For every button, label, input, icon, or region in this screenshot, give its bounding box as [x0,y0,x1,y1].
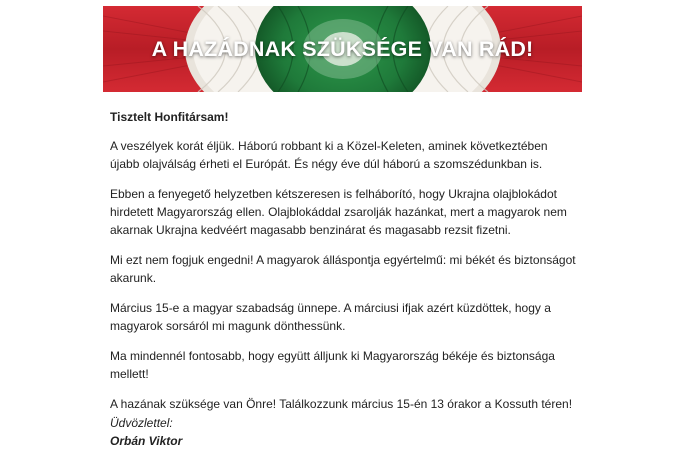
letter-paragraph: Ebben a fenyegető helyzetben kétszeresen is felháborító, hogy Ukrajna olajblokádot hirdetett Magyarország ellen. Olajblokáddal zsarolják hazánkat, mert a magyarok nem akarnak Ukrajna kedvéért magasabb benzinárat és magasabb rezsit fizetni. [110,187,567,237]
letter-paragraph: Ma mindennél fontosabb, hogy együtt álljunk ki Magyarország békéje és biztonsága mellett! [110,349,555,381]
letter-paragraph: Március 15-e a magyar szabadság ünnepe. A márciusi ifjak azért küzdöttek, hogy a magyarok sorsáról mi magunk dönthessünk. [110,301,551,333]
signature: Orbán Viktor [110,434,183,448]
banner-title: A HAZÁDNAK SZÜKSÉGE VAN RÁD! [151,37,534,61]
letter-paragraph: A veszélyek korát éljük. Háború robbant ki a Közel-Keleten, aminek következtében újabb olajválság érheti el Európát. És négy éve dúl háború a szomszédunkban is. [110,139,548,171]
closing-greeting: Üdvözlettel: [110,416,173,430]
letter-body [110,108,580,425]
letter-paragraph: Mi ezt nem fogjuk engedni! A magyarok álláspontja egyértelmű: mi békét és biztonságot akarunk. [110,253,576,285]
header-banner [103,6,582,92]
salutation: Tisztelt Honfitársam! [110,110,229,124]
letter-paragraph: A hazának szüksége van Önre! Találkozzunk március 15-én 13 órakor a Kossuth téren! [110,397,573,411]
